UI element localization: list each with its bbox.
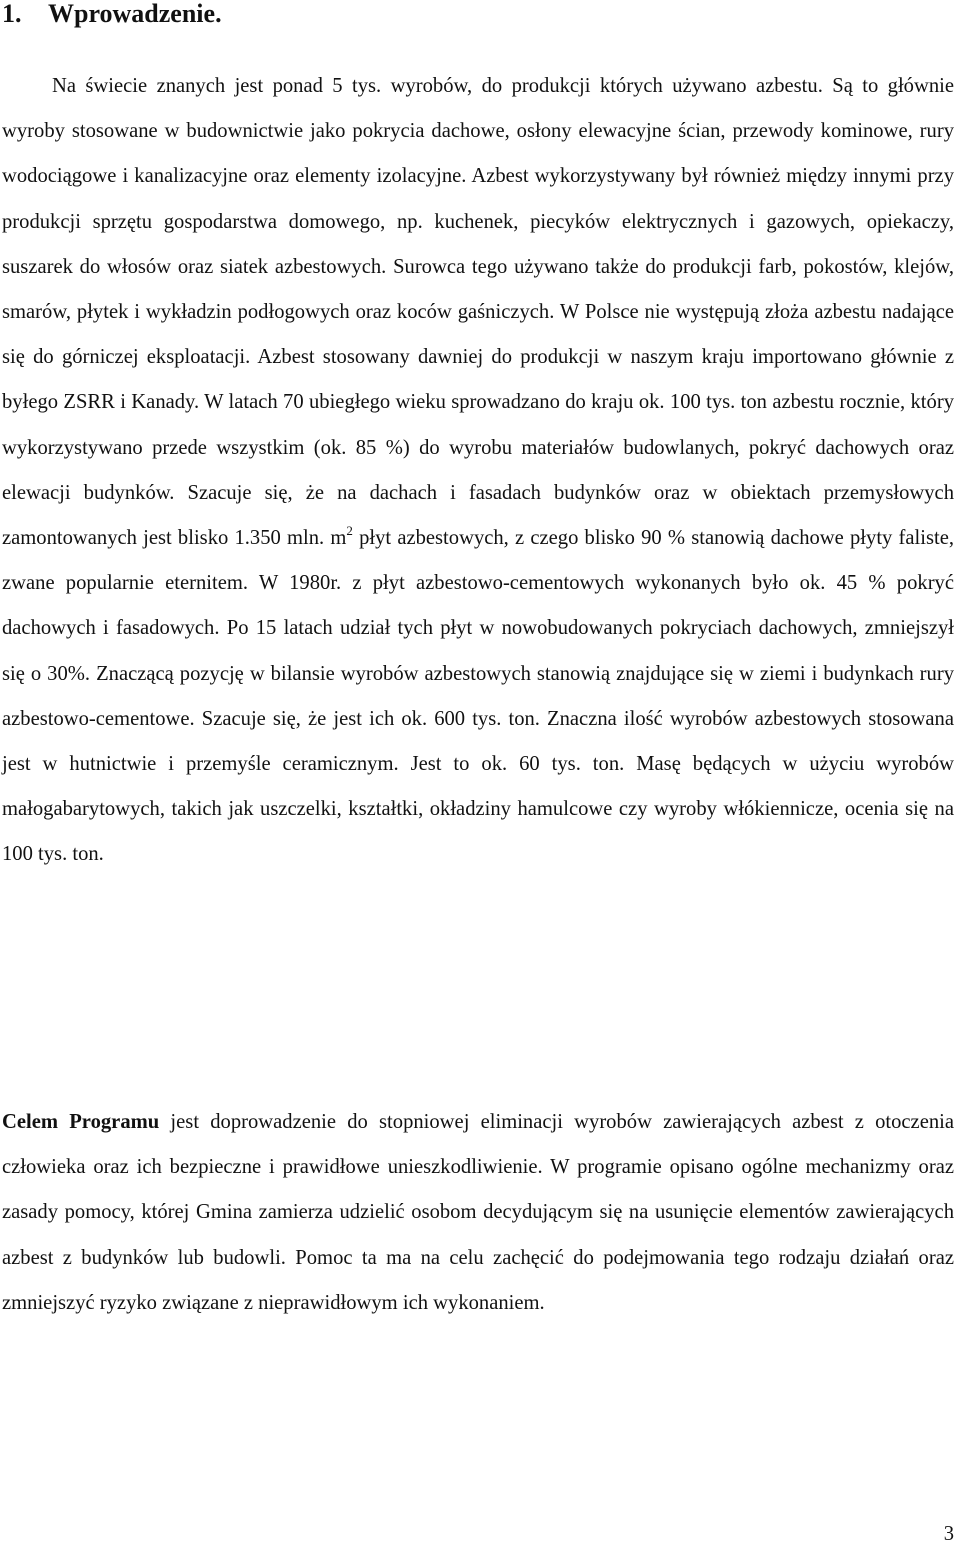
section-number: 1. (2, 0, 22, 28)
page-number: 3 (943, 1523, 954, 1545)
intro-text-part1: Na świecie znanych jest ponad 5 tys. wyrobów, do produkcji których używano azbestu. Są to głównie wyroby stosowane w budownictwie jako pokrycia dachowe, osłony elewacyjne ścian, przewody kominowe, rury wodociągowe i kanalizacyjne oraz elementy izolacyjne. Azbest wykorzystywany był również między innymi przy produkcji sprzętu gospodarstwa domowego, np. kuchenek, piecyków elektrycznych i gazowych, opiekaczy, suszarek do włosów oraz siatek azbestowych. Surowca tego używano także do produkcji farb, pokostów, klejów, smarów, płytek i wykładzin podłogowych oraz koców gaśniczych. W Polsce nie występują złoża azbestu nadające się do górniczej eksploatacji. Azbest stosowany dawniej do produkcji w naszym kraju importowano głównie z byłego ZSRR i Kanady. W latach 70 ubiegłego wieku sprowadzano do kraju ok. 100 tys. ton azbestu rocznie, który wykorzystywano przede wszystkim (ok. 85 %) do wyrobu materiałów budowlanych, pokryć dachowych oraz elewacji budynków. Szacuje się, że na dachach i fasadach budynków oraz w obiektach przemysłowych zamontowanych jest blisko 1.350 mln. m (2, 75, 954, 550)
program-goal-text: jest doprowadzenie do stopniowej eliminacji wyrobów zawierających azbest z otoczenia człowieka oraz ich bezpieczne i prawidłowe unieszkodliwienie. W programie opisano ogólne mechanizmy oraz zasady pomocy, której Gmina zamierza udzielić osobom decydującym się na usunięcie elementów zawierających azbest z budynków lub budowli. Pomoc ta ma na celu zachęcić do podejmowania tego rodzaju działań oraz zmniejszyć ryzyko związane z nieprawidłowym ich wykonaniem. (2, 1111, 954, 1314)
section-title: Wprowadzenie. (48, 0, 222, 28)
program-goal-paragraph (2, 1100, 954, 1326)
intro-text-part2: płyt azbestowych, z czego blisko 90 % stanowią dachowe płyty faliste, zwane popularnie eternitem. W 1980r. z płyt azbestowo-cementowych wykonanych było ok. 45 % pokryć dachowych i fasadowych. Po 15 latach udział tych płyt w nowobudowanych pokryciach dachowych, zmniejszył się o 30%. Znaczącą pozycję w bilansie wyrobów azbestowych stanowią znajdujące się w ziemi i budynkach rury azbestowo-cementowe. Szacuje się, że jest ich ok. 600 tys. ton. Znaczna ilość wyrobów azbestowych stosowana jest w hutnictwie i przemyśle ceramicznym. Jest to ok. 60 tys. ton. Masę będących w użyciu wyrobów małogabarytowych, takich jak uszczelki, kształtki, okładziny hamulcowe czy wyroby włókiennicze, ocenia się na 100 tys. ton. (2, 527, 954, 866)
square-meter-superscript: 2 (346, 523, 353, 539)
section-heading (2, 0, 222, 30)
program-goal-lead: Celem Programu (2, 1111, 160, 1133)
intro-paragraph (2, 64, 954, 878)
